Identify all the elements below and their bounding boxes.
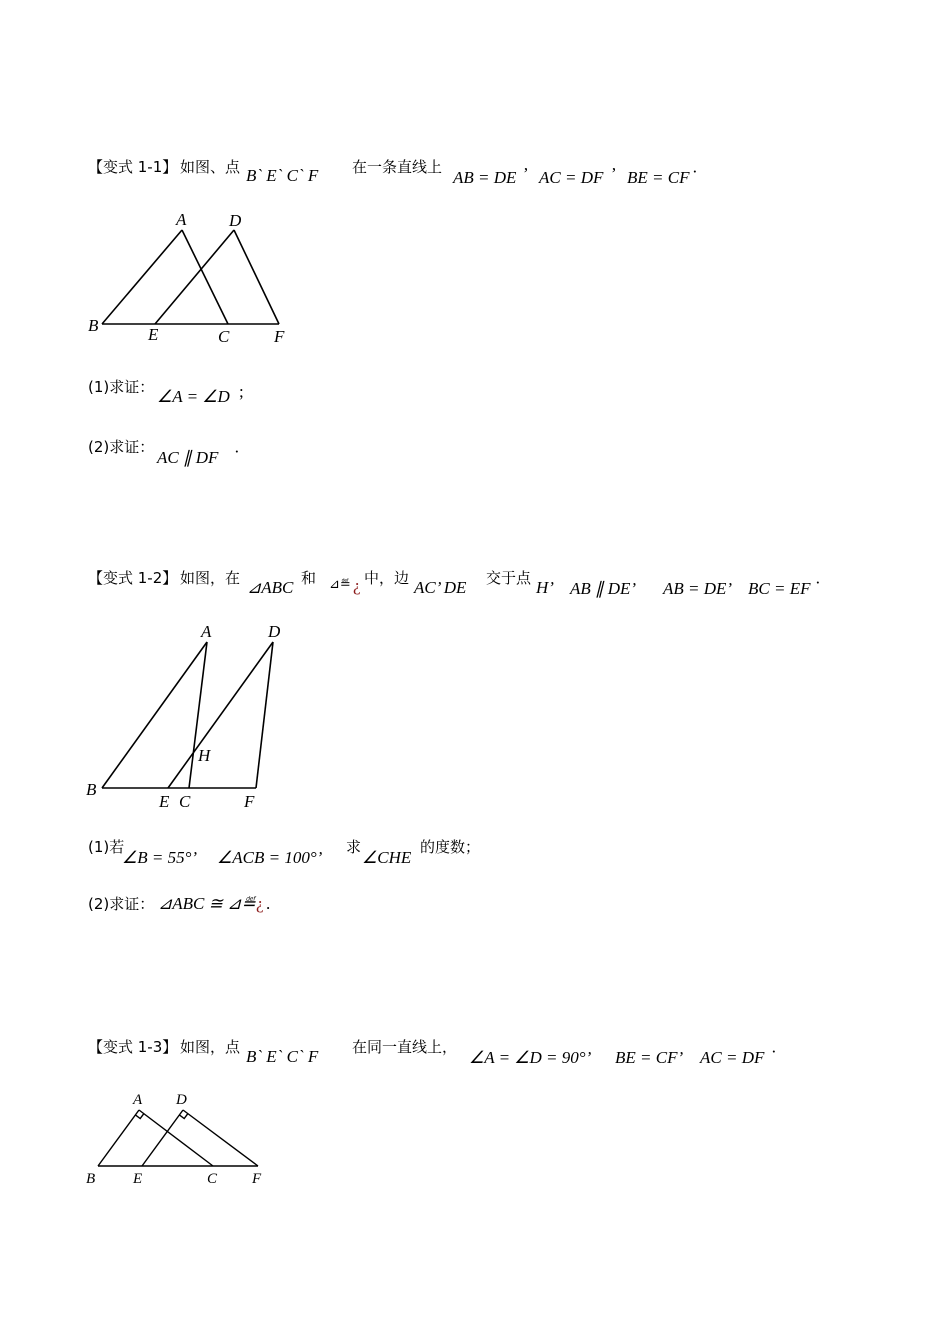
vertex-label-h: H <box>198 746 211 765</box>
math-points: B` E` C` F <box>246 166 319 185</box>
separator: . <box>266 894 271 913</box>
separator: ’ <box>611 164 617 183</box>
question-1-label: (1)求证： <box>88 378 155 396</box>
question-2-math: ⊿ABC ≅ ⊿≝ <box>158 894 256 913</box>
separator: · <box>771 1042 777 1061</box>
vertex-label-a: A <box>201 622 212 641</box>
vertex-label-a: A <box>176 210 187 229</box>
separator: ; <box>239 382 244 401</box>
problem-text: 如图、点 <box>180 158 241 176</box>
math-point: H’ <box>536 578 554 597</box>
vertex-label-f: F <box>274 327 285 346</box>
problem-text: 在同一直线上， <box>352 1038 458 1056</box>
problem-text: 如图，在 <box>180 569 241 587</box>
garbled-char: ¿ <box>256 894 264 913</box>
separator: · <box>692 162 698 181</box>
vertex-label-f: F <box>252 1171 262 1187</box>
question-1-text: 求 <box>346 838 362 856</box>
problem-tag: 【变式 1-3】 <box>88 1038 178 1056</box>
math-eq: AC = DF <box>539 168 604 187</box>
vertex-label-b: B <box>88 316 99 335</box>
question-1-math: ∠CHE <box>362 848 412 867</box>
math-eq: BE = CF’ <box>615 1048 684 1067</box>
vertex-label-a: A <box>133 1092 143 1108</box>
math-eq: ∠A = ∠D = 90°’ <box>469 1048 592 1067</box>
math-points: B` E` C` F <box>246 1047 319 1066</box>
problem-text: 在一条直线上 <box>352 158 443 176</box>
question-1-math: ∠ACB = 100°’ <box>217 848 323 867</box>
question-1-label: (1)若 <box>88 838 125 856</box>
problem-text: 和 <box>301 569 317 587</box>
vertex-label-c: C <box>179 792 191 811</box>
math-eq: AC = DF <box>700 1048 765 1067</box>
vertex-label-c: C <box>207 1171 218 1187</box>
vertex-label-e: E <box>159 792 170 811</box>
math-eq: AB = DE <box>453 168 517 187</box>
vertex-label-b: B <box>86 1171 96 1187</box>
separator: · <box>234 442 240 461</box>
question-1-math: ∠B = 55°’ <box>122 848 198 867</box>
vertex-label-f: F <box>244 792 255 811</box>
vertex-label-e: E <box>133 1171 143 1187</box>
vertex-label-d: D <box>268 622 281 641</box>
vertex-label-b: B <box>86 780 97 799</box>
vertex-label-c: C <box>218 327 230 346</box>
question-2-math: AC ∥ DF <box>157 448 219 467</box>
vertex-label-e: E <box>148 325 159 344</box>
math-sides: AC’ DE <box>414 578 467 597</box>
question-1-math: ∠A = ∠D <box>157 387 230 406</box>
separator: ’ <box>523 164 529 183</box>
separator: · <box>815 573 821 592</box>
question-2-label: (2)求证： <box>88 895 155 913</box>
math-eq: BE = CF <box>627 168 690 187</box>
problem-tag: 【变式 1-2】 <box>88 569 178 587</box>
problem-tag: 【变式 1-1】 <box>88 158 178 176</box>
problem-text: 交于点 <box>486 569 532 587</box>
math-eq: BC = EF <box>748 579 811 598</box>
math-triangle: ⊿ABC <box>247 578 294 597</box>
question-1-text: 的度数； <box>420 838 481 856</box>
problem-text: 如图，点 <box>180 1038 241 1056</box>
math-triangle: ⊿≝ <box>329 576 351 591</box>
math-eq: AB ∥ DE’ <box>570 579 637 598</box>
vertex-label-d: D <box>176 1092 187 1108</box>
garbled-char: ¿ <box>353 576 361 595</box>
problem-text: 中，边 <box>364 569 410 587</box>
question-2-label: (2)求证： <box>88 438 155 456</box>
math-eq: AB = DE’ <box>663 579 733 598</box>
vertex-label-d: D <box>229 211 242 230</box>
